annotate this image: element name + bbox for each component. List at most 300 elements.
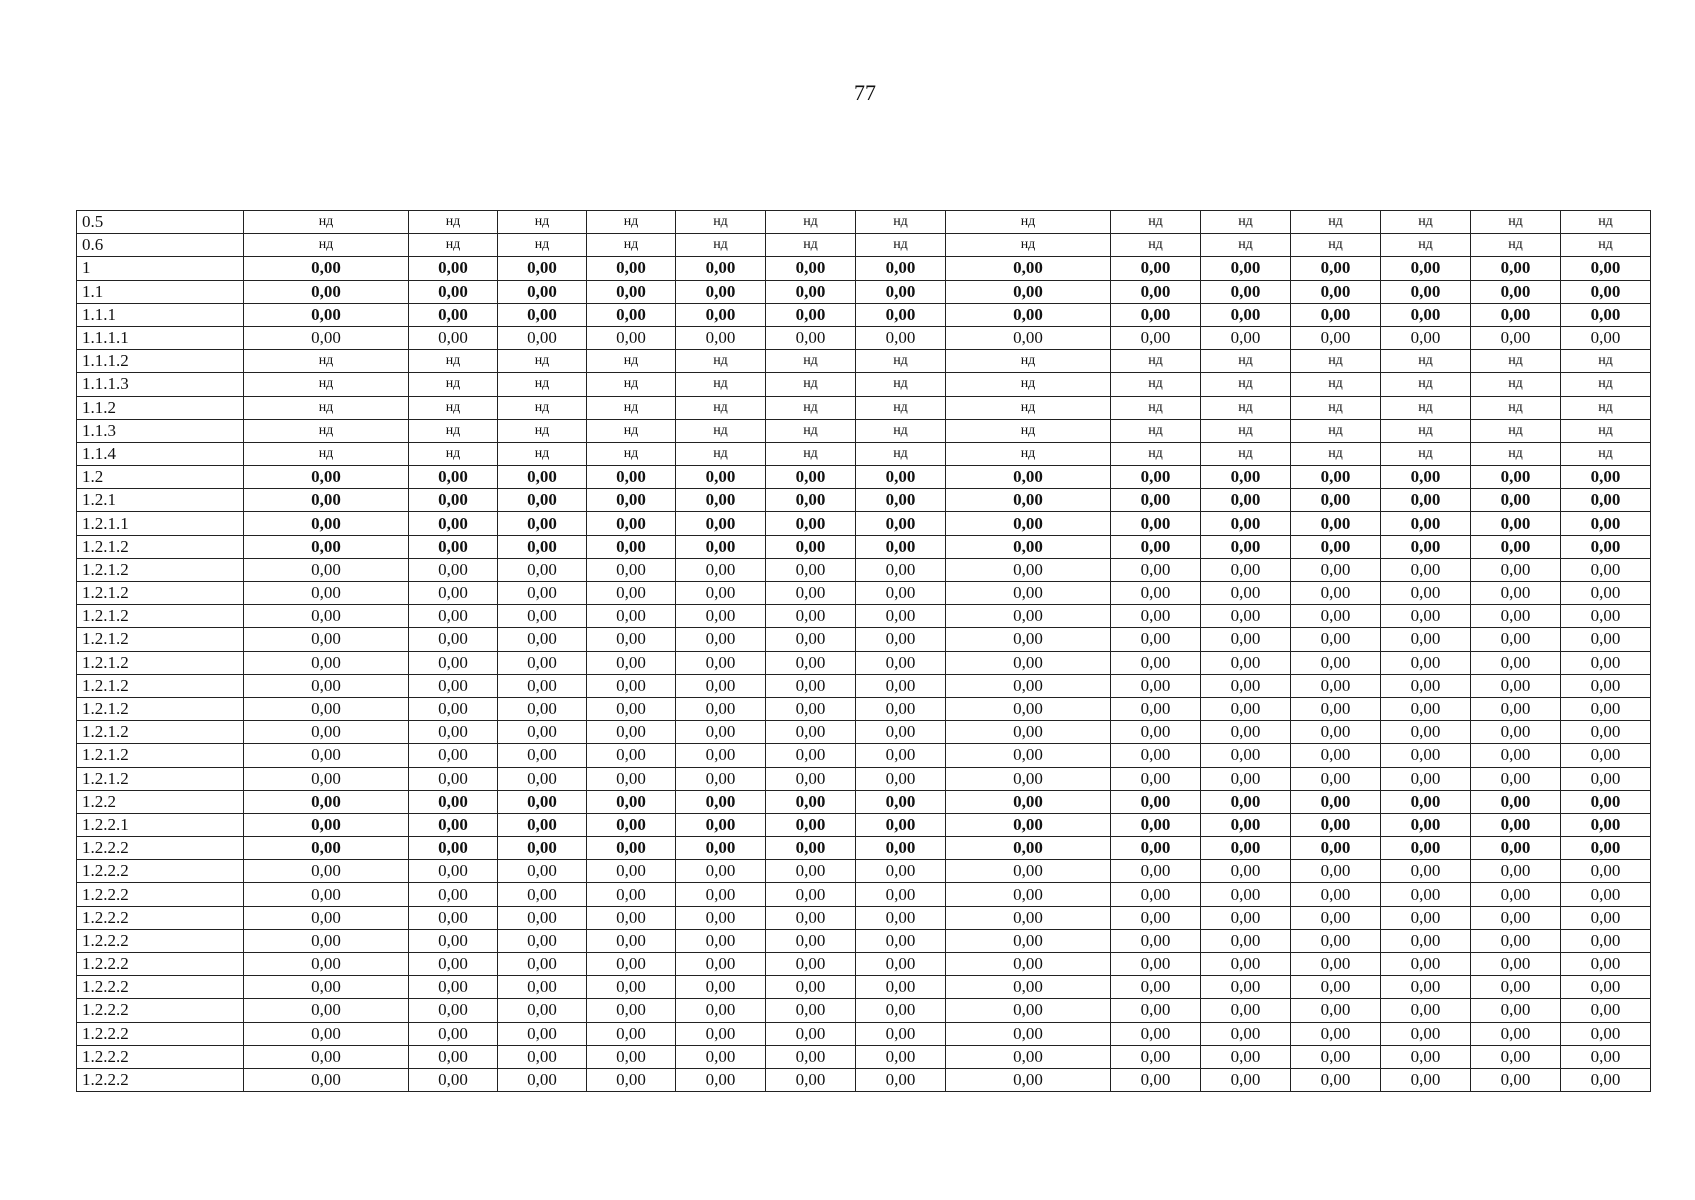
value-cell: нд (676, 234, 766, 257)
value-cell: 0,00 (587, 257, 676, 280)
value-cell: 0,00 (676, 558, 766, 581)
value-cell: нд (766, 234, 856, 257)
value-cell: нд (244, 350, 409, 373)
value-cell: 0,00 (244, 326, 409, 349)
value-cell: 0,00 (1381, 326, 1471, 349)
value-cell: нд (946, 419, 1111, 442)
value-cell: 0,00 (676, 976, 766, 999)
value-cell: нд (856, 350, 946, 373)
value-cell: нд (856, 373, 946, 396)
value-cell: 0,00 (856, 303, 946, 326)
value-cell: 0,00 (676, 303, 766, 326)
value-cell: 0,00 (587, 466, 676, 489)
value-cell: 0,00 (1201, 953, 1291, 976)
value-cell: 0,00 (244, 605, 409, 628)
value-cell: 0,00 (946, 837, 1111, 860)
value-cell: 0,00 (1561, 767, 1651, 790)
value-cell: 0,00 (1201, 489, 1291, 512)
table-row (77, 837, 1651, 860)
value-cell: 0,00 (409, 767, 498, 790)
value-cell: нд (1111, 442, 1201, 465)
value-cell: 0,00 (587, 605, 676, 628)
value-cell: 0,00 (1111, 582, 1201, 605)
row-code-cell: 1.2.1.2 (77, 582, 244, 605)
table-row (77, 999, 1651, 1022)
value-cell: 0,00 (409, 860, 498, 883)
value-cell: 0,00 (1471, 790, 1561, 813)
value-cell: 0,00 (587, 929, 676, 952)
value-cell: 0,00 (946, 744, 1111, 767)
value-cell: нд (1291, 234, 1381, 257)
value-cell: 0,00 (587, 1045, 676, 1068)
value-cell: нд (244, 396, 409, 419)
value-cell: 0,00 (1291, 697, 1381, 720)
value-cell: нд (587, 442, 676, 465)
value-cell: 0,00 (1561, 512, 1651, 535)
value-cell: нд (946, 350, 1111, 373)
value-cell: 0,00 (856, 767, 946, 790)
value-cell: 0,00 (1291, 860, 1381, 883)
value-cell: 0,00 (1381, 605, 1471, 628)
value-cell: 0,00 (1561, 837, 1651, 860)
value-cell: 0,00 (946, 303, 1111, 326)
value-cell: 0,00 (1291, 326, 1381, 349)
value-cell: 0,00 (766, 628, 856, 651)
value-cell: нд (856, 442, 946, 465)
value-cell: 0,00 (1471, 1068, 1561, 1091)
value-cell: 0,00 (1561, 883, 1651, 906)
row-code-cell: 1.1.1.1 (77, 326, 244, 349)
value-cell: 0,00 (856, 837, 946, 860)
value-cell: 0,00 (676, 326, 766, 349)
value-cell: 0,00 (587, 999, 676, 1022)
value-cell: 0,00 (409, 906, 498, 929)
value-cell: 0,00 (1381, 628, 1471, 651)
value-cell: 0,00 (766, 1045, 856, 1068)
value-cell: 0,00 (1561, 535, 1651, 558)
value-cell: 0,00 (946, 257, 1111, 280)
value-cell: 0,00 (676, 1045, 766, 1068)
value-cell: 0,00 (1471, 582, 1561, 605)
value-cell: 0,00 (409, 976, 498, 999)
value-cell: нд (1561, 234, 1651, 257)
value-cell: 0,00 (1201, 721, 1291, 744)
value-cell: 0,00 (856, 326, 946, 349)
value-cell: 0,00 (1471, 721, 1561, 744)
value-cell: 0,00 (1291, 489, 1381, 512)
value-cell: 0,00 (856, 1068, 946, 1091)
value-cell: 0,00 (1111, 790, 1201, 813)
value-cell: 0,00 (1291, 303, 1381, 326)
value-cell: нд (1291, 396, 1381, 419)
value-cell: 0,00 (244, 1022, 409, 1045)
value-cell: нд (676, 373, 766, 396)
row-code-cell: 1.2.2.2 (77, 1045, 244, 1068)
value-cell: 0,00 (1291, 929, 1381, 952)
value-cell: 0,00 (587, 1022, 676, 1045)
value-cell: 0,00 (1201, 976, 1291, 999)
value-cell: 0,00 (409, 489, 498, 512)
value-cell: 0,00 (409, 558, 498, 581)
row-code-cell: 1.2.1.2 (77, 558, 244, 581)
value-cell: 0,00 (1471, 466, 1561, 489)
value-cell: 0,00 (244, 466, 409, 489)
value-cell: 0,00 (1471, 280, 1561, 303)
table-row (77, 744, 1651, 767)
value-cell: 0,00 (587, 1068, 676, 1091)
value-cell: 0,00 (587, 697, 676, 720)
value-cell: нд (856, 234, 946, 257)
value-cell: 0,00 (409, 999, 498, 1022)
value-cell: 0,00 (498, 999, 587, 1022)
value-cell: 0,00 (1381, 744, 1471, 767)
value-cell: 0,00 (1561, 697, 1651, 720)
value-cell: 0,00 (587, 535, 676, 558)
value-cell: 0,00 (856, 744, 946, 767)
value-cell: 0,00 (587, 512, 676, 535)
value-cell: 0,00 (856, 489, 946, 512)
value-cell: 0,00 (856, 813, 946, 836)
value-cell: 0,00 (1381, 303, 1471, 326)
row-code-cell: 1.1.1 (77, 303, 244, 326)
value-cell: 0,00 (1201, 1068, 1291, 1091)
row-code-cell: 1.2.2.2 (77, 976, 244, 999)
value-cell: 0,00 (409, 790, 498, 813)
table-row (77, 280, 1651, 303)
value-cell: 0,00 (1381, 767, 1471, 790)
value-cell: 0,00 (498, 860, 587, 883)
row-code-cell: 1.1.1.2 (77, 350, 244, 373)
value-cell: 0,00 (1111, 1068, 1201, 1091)
value-cell: 0,00 (766, 767, 856, 790)
row-code-cell: 1.2.2.2 (77, 999, 244, 1022)
value-cell: 0,00 (676, 813, 766, 836)
value-cell: 0,00 (1381, 976, 1471, 999)
table-row (77, 906, 1651, 929)
value-cell: 0,00 (587, 860, 676, 883)
value-cell: 0,00 (409, 1045, 498, 1068)
value-cell: 0,00 (409, 953, 498, 976)
row-code-cell: 1.2.1 (77, 489, 244, 512)
row-code-cell: 1.2.2.2 (77, 1022, 244, 1045)
value-cell: 0,00 (1561, 953, 1651, 976)
value-cell: 0,00 (1471, 929, 1561, 952)
value-cell: 0,00 (676, 697, 766, 720)
value-cell: нд (587, 396, 676, 419)
value-cell: 0,00 (498, 813, 587, 836)
value-cell: 0,00 (1471, 257, 1561, 280)
value-cell: 0,00 (1111, 883, 1201, 906)
value-cell: 0,00 (766, 1068, 856, 1091)
value-cell: 0,00 (1201, 582, 1291, 605)
value-cell: 0,00 (1111, 605, 1201, 628)
table-row (77, 929, 1651, 952)
value-cell: 0,00 (1471, 906, 1561, 929)
value-cell: нд (1111, 350, 1201, 373)
value-cell: нд (1561, 419, 1651, 442)
value-cell: 0,00 (587, 628, 676, 651)
value-cell: 0,00 (766, 744, 856, 767)
value-cell: 0,00 (946, 489, 1111, 512)
value-cell: 0,00 (1291, 605, 1381, 628)
value-cell: нд (1291, 373, 1381, 396)
value-cell: 0,00 (856, 535, 946, 558)
value-cell: 0,00 (766, 929, 856, 952)
value-cell: 0,00 (244, 489, 409, 512)
value-cell: 0,00 (1471, 326, 1561, 349)
value-cell: 0,00 (244, 1045, 409, 1068)
value-cell: 0,00 (946, 651, 1111, 674)
value-cell: 0,00 (1201, 303, 1291, 326)
value-cell: 0,00 (856, 953, 946, 976)
value-cell: нд (498, 234, 587, 257)
table-row (77, 674, 1651, 697)
value-cell: нд (498, 419, 587, 442)
value-cell: 0,00 (676, 535, 766, 558)
value-cell: нд (1111, 373, 1201, 396)
value-cell: нд (1471, 419, 1561, 442)
value-cell: 0,00 (1381, 883, 1471, 906)
table-row (77, 883, 1651, 906)
value-cell: 0,00 (1111, 257, 1201, 280)
row-code-cell: 1.2.2.2 (77, 883, 244, 906)
value-cell: нд (1201, 234, 1291, 257)
value-cell: 0,00 (498, 512, 587, 535)
value-cell: 0,00 (946, 883, 1111, 906)
value-cell: 0,00 (409, 813, 498, 836)
value-cell: нд (587, 373, 676, 396)
table-row (77, 953, 1651, 976)
value-cell: 0,00 (498, 257, 587, 280)
row-code-cell: 1.2.1.2 (77, 744, 244, 767)
value-cell: 0,00 (498, 837, 587, 860)
value-cell: 0,00 (1111, 535, 1201, 558)
row-code-cell: 1.2.2.2 (77, 906, 244, 929)
value-cell: нд (676, 442, 766, 465)
table-row (77, 721, 1651, 744)
value-cell: 0,00 (244, 628, 409, 651)
value-cell: 0,00 (1201, 651, 1291, 674)
value-cell: 0,00 (856, 697, 946, 720)
value-cell: 0,00 (856, 257, 946, 280)
value-cell: 0,00 (1471, 767, 1561, 790)
table-row (77, 234, 1651, 257)
value-cell: 0,00 (946, 906, 1111, 929)
value-cell: 0,00 (1111, 1022, 1201, 1045)
value-cell: 0,00 (1291, 582, 1381, 605)
value-cell: 0,00 (244, 883, 409, 906)
value-cell: 0,00 (946, 326, 1111, 349)
value-cell: 0,00 (498, 303, 587, 326)
value-cell: 0,00 (244, 651, 409, 674)
value-cell: 0,00 (587, 953, 676, 976)
value-cell: 0,00 (1471, 697, 1561, 720)
value-cell: 0,00 (766, 535, 856, 558)
value-cell: 0,00 (1201, 1045, 1291, 1068)
value-cell: нд (1471, 234, 1561, 257)
value-cell: нд (1291, 442, 1381, 465)
value-cell: 0,00 (587, 790, 676, 813)
value-cell: 0,00 (766, 721, 856, 744)
value-cell: 0,00 (1111, 697, 1201, 720)
value-cell: 0,00 (587, 721, 676, 744)
value-cell: нд (946, 234, 1111, 257)
value-cell: 0,00 (946, 628, 1111, 651)
value-cell: нд (946, 373, 1111, 396)
value-cell: 0,00 (1471, 976, 1561, 999)
value-cell: 0,00 (409, 605, 498, 628)
row-code-cell: 1.2.1.2 (77, 674, 244, 697)
row-code-cell: 0.5 (77, 211, 244, 234)
value-cell: 0,00 (1111, 906, 1201, 929)
value-cell: 0,00 (1381, 1068, 1471, 1091)
value-cell: 0,00 (498, 1045, 587, 1068)
value-cell: 0,00 (856, 605, 946, 628)
value-cell: 0,00 (498, 906, 587, 929)
value-cell: нд (1111, 396, 1201, 419)
value-cell: 0,00 (946, 790, 1111, 813)
value-cell: 0,00 (587, 813, 676, 836)
value-cell: 0,00 (1201, 837, 1291, 860)
value-cell: 0,00 (409, 929, 498, 952)
value-cell: 0,00 (587, 744, 676, 767)
value-cell: 0,00 (244, 860, 409, 883)
value-cell: 0,00 (1381, 837, 1471, 860)
value-cell: 0,00 (409, 326, 498, 349)
value-cell: нд (1111, 419, 1201, 442)
value-cell: 0,00 (1561, 976, 1651, 999)
value-cell: 0,00 (244, 280, 409, 303)
value-cell: 0,00 (409, 512, 498, 535)
row-code-cell: 1.2.1.1 (77, 512, 244, 535)
value-cell: 0,00 (1561, 721, 1651, 744)
value-cell: 0,00 (946, 512, 1111, 535)
value-cell: 0,00 (587, 280, 676, 303)
value-cell: 0,00 (587, 326, 676, 349)
value-cell: 0,00 (498, 883, 587, 906)
value-cell: 0,00 (1111, 744, 1201, 767)
row-code-cell: 1.2.1.2 (77, 535, 244, 558)
value-cell: 0,00 (1381, 257, 1471, 280)
value-cell: 0,00 (856, 674, 946, 697)
value-cell: 0,00 (1471, 651, 1561, 674)
value-cell: 0,00 (409, 1068, 498, 1091)
value-cell: 0,00 (766, 953, 856, 976)
value-cell: нд (587, 211, 676, 234)
value-cell: 0,00 (946, 697, 1111, 720)
value-cell: 0,00 (1201, 860, 1291, 883)
value-cell: нд (498, 442, 587, 465)
value-cell: 0,00 (766, 605, 856, 628)
value-cell: 0,00 (409, 674, 498, 697)
value-cell: 0,00 (856, 976, 946, 999)
value-cell: нд (587, 234, 676, 257)
value-cell: 0,00 (946, 721, 1111, 744)
table-row (77, 512, 1651, 535)
value-cell: 0,00 (244, 767, 409, 790)
value-cell: 0,00 (1471, 1022, 1561, 1045)
value-cell: 0,00 (1471, 953, 1561, 976)
row-code-cell: 1.2.1.2 (77, 767, 244, 790)
value-cell: 0,00 (1561, 860, 1651, 883)
value-cell: 0,00 (409, 535, 498, 558)
value-cell: нд (409, 442, 498, 465)
value-cell: 0,00 (676, 721, 766, 744)
value-cell: 0,00 (1471, 999, 1561, 1022)
value-cell: 0,00 (1291, 721, 1381, 744)
value-cell: 0,00 (1381, 489, 1471, 512)
row-code-cell: 1.2.1.2 (77, 697, 244, 720)
value-cell: 0,00 (856, 651, 946, 674)
value-cell: нд (409, 419, 498, 442)
value-cell: нд (766, 350, 856, 373)
value-cell: 0,00 (766, 257, 856, 280)
value-cell: 0,00 (1291, 1022, 1381, 1045)
value-cell: 0,00 (244, 999, 409, 1022)
value-cell: 0,00 (676, 257, 766, 280)
value-cell: 0,00 (946, 953, 1111, 976)
value-cell: нд (1291, 211, 1381, 234)
value-cell: 0,00 (1561, 651, 1651, 674)
value-cell: 0,00 (1291, 744, 1381, 767)
value-cell: нд (409, 373, 498, 396)
value-cell: 0,00 (1201, 280, 1291, 303)
value-cell: 0,00 (1201, 466, 1291, 489)
value-cell: 0,00 (1561, 582, 1651, 605)
value-cell: 0,00 (946, 535, 1111, 558)
value-cell: 0,00 (1561, 744, 1651, 767)
value-cell: 0,00 (1291, 999, 1381, 1022)
value-cell: 0,00 (587, 767, 676, 790)
value-cell: нд (1201, 350, 1291, 373)
value-cell: 0,00 (1111, 326, 1201, 349)
page-number: 77 (854, 80, 876, 105)
value-cell: нд (1471, 211, 1561, 234)
value-cell: 0,00 (766, 582, 856, 605)
value-cell: 0,00 (498, 326, 587, 349)
value-cell: нд (1561, 373, 1651, 396)
value-cell: 0,00 (409, 466, 498, 489)
table-row (77, 535, 1651, 558)
value-cell: нд (409, 350, 498, 373)
table-row (77, 1045, 1651, 1068)
value-cell: нд (1291, 419, 1381, 442)
value-cell: 0,00 (244, 535, 409, 558)
value-cell: нд (244, 442, 409, 465)
value-cell: 0,00 (1201, 512, 1291, 535)
value-cell: 0,00 (1561, 489, 1651, 512)
value-cell: 0,00 (1561, 999, 1651, 1022)
value-cell: 0,00 (1111, 976, 1201, 999)
value-cell: нд (856, 419, 946, 442)
value-cell: 0,00 (766, 813, 856, 836)
value-cell: 0,00 (946, 999, 1111, 1022)
value-cell: 0,00 (498, 953, 587, 976)
value-cell: 0,00 (409, 582, 498, 605)
value-cell: 0,00 (676, 1068, 766, 1091)
value-cell: 0,00 (1381, 790, 1471, 813)
value-cell: нд (766, 396, 856, 419)
value-cell: 0,00 (498, 558, 587, 581)
value-cell: нд (676, 396, 766, 419)
value-cell: 0,00 (498, 674, 587, 697)
value-cell: нд (766, 211, 856, 234)
value-cell: 0,00 (1111, 929, 1201, 952)
value-cell: 0,00 (587, 976, 676, 999)
value-cell: нд (244, 211, 409, 234)
value-cell: 0,00 (946, 674, 1111, 697)
value-cell: 0,00 (587, 582, 676, 605)
